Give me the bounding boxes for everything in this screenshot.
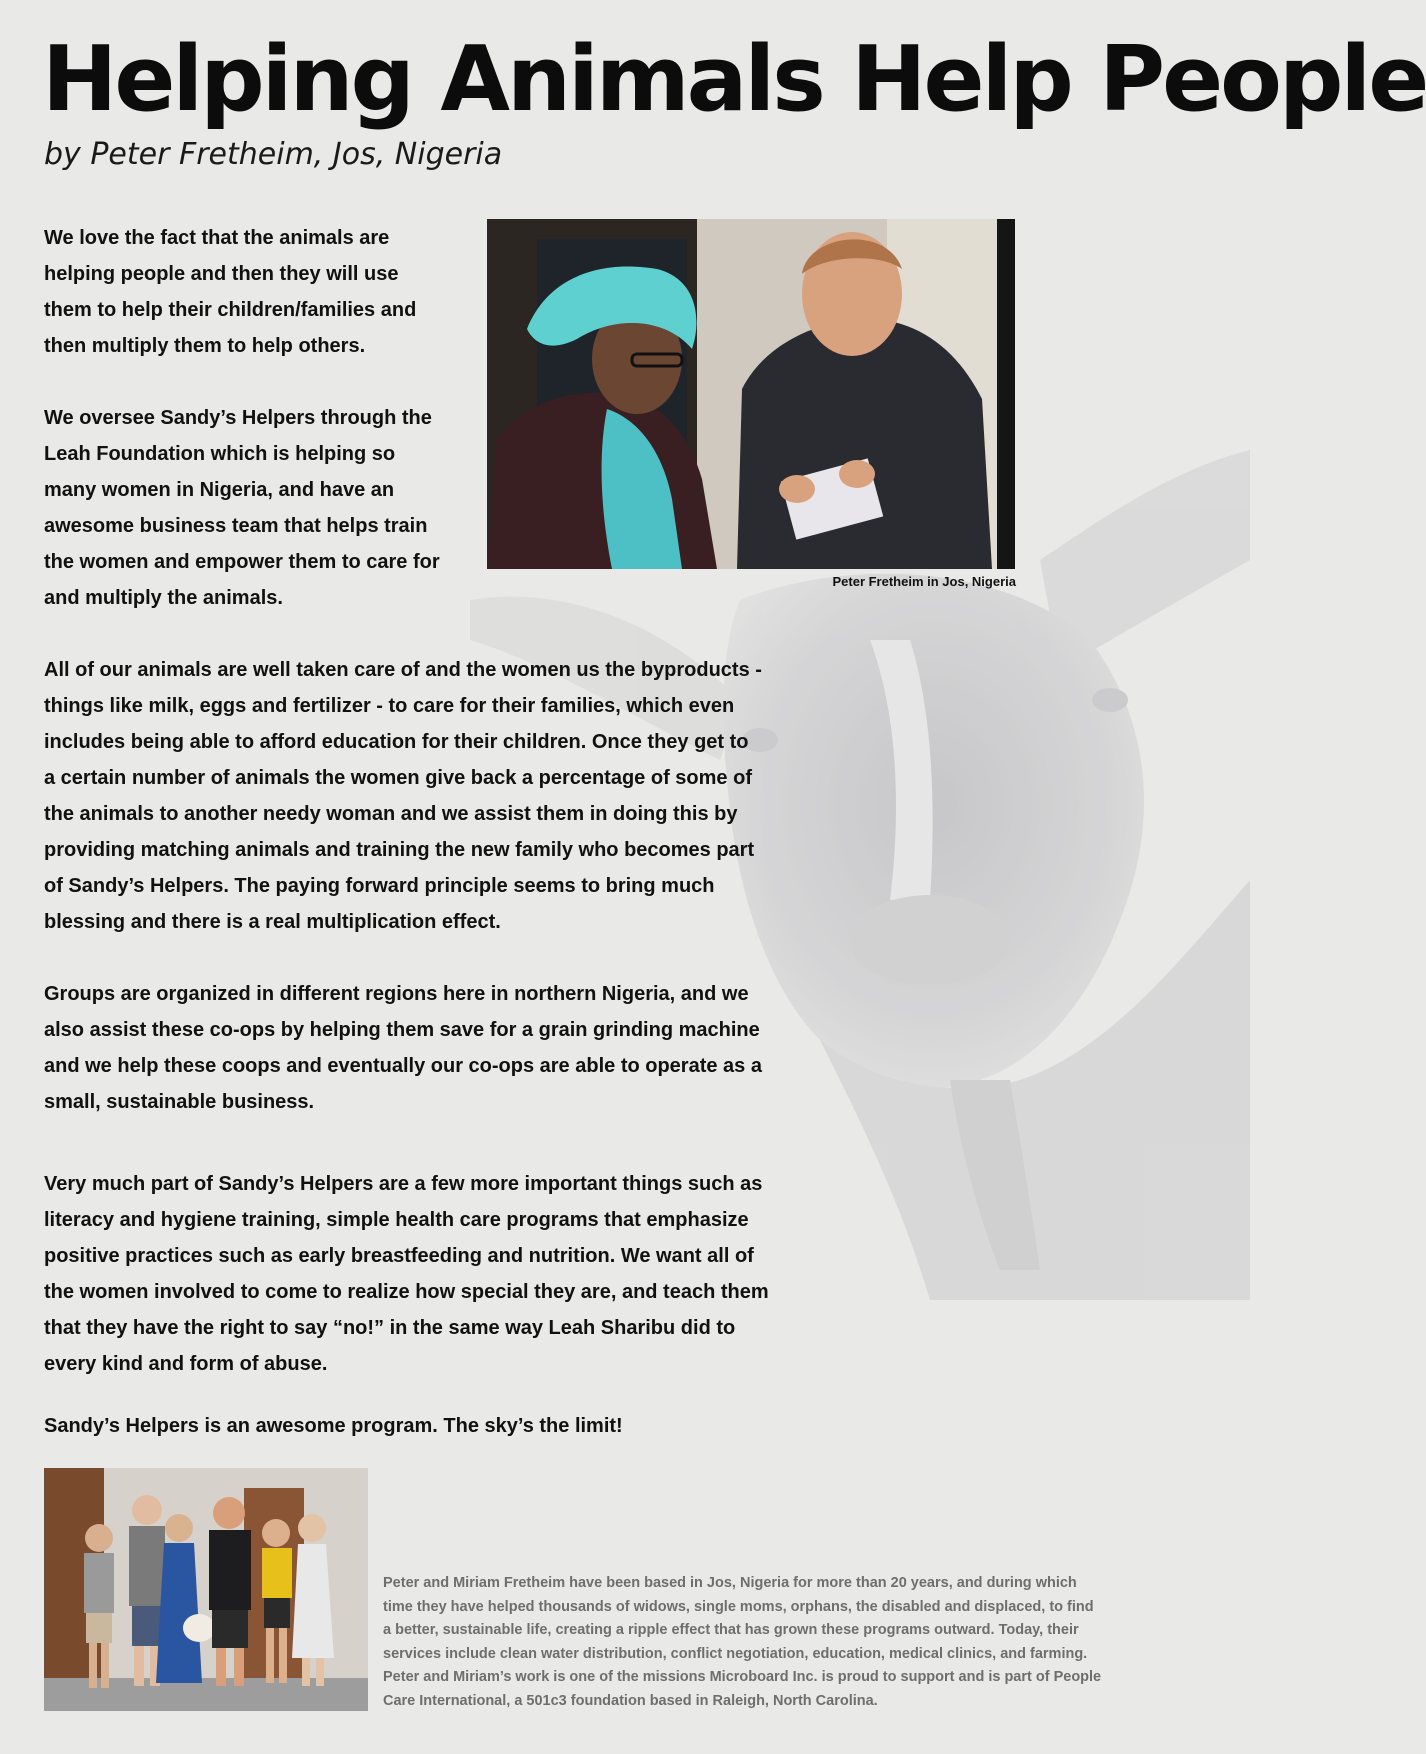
photo-caption: Peter Fretheim in Jos, Nigeria bbox=[832, 574, 1016, 589]
photo-family-group-icon bbox=[44, 1468, 368, 1711]
paragraph-4: Groups are organized in different regions here in northern Nigeria, and we also assist these co-ops by helping them save for a grain grinding machine and we help these coops and eventually our co-ops are able to operate as a small, sustainable business. bbox=[44, 983, 762, 1113]
paragraph-1: We love the fact that the animals are helping people and then they will use them to help their children/families and then multiply them to help others. bbox=[44, 227, 417, 357]
photo-woman-and-man-icon bbox=[487, 219, 1015, 569]
paragraph-3: All of our animals are well taken care of and the women us the byproducts - things like milk, eggs and fertilizer - to care for their families, which even includes being able to afford education for their children. Once they get to a certain number of animals the women give back a percentage of some of the animals to another needy woman and we assist them in doing this by providing matching animals and training the new family who becomes part of Sandy’s Helpers. The paying forward principle seems to bring much blessing and there is a real multiplication effect. bbox=[44, 659, 762, 933]
photo-peter-fretheim bbox=[487, 219, 1015, 569]
paragraph-5: Very much part of Sandy’s Helpers are a few more important things such as literacy and hygiene training, simple health care programs that emphasize positive practices such as early breastfeeding and nutrition. We want all of the women involved to come to realize how special they are, and teach them that they have the right to say “no!” in the same way Leah Sharibu did to every kind and form of abuse. bbox=[44, 1173, 769, 1375]
paragraph-2: We oversee Sandy’s Helpers through the Leah Foundation which is helping so many women in Nigeria, and have an awesome business team that helps train the women and empower them to care for and multiply the animals. bbox=[44, 407, 440, 609]
photo-family-group bbox=[44, 1468, 368, 1711]
page-title: Helping Animals Help People bbox=[42, 27, 1426, 132]
byline: by Peter Fretheim, Jos, Nigeria bbox=[44, 137, 503, 172]
footer-note: Peter and Miriam Fretheim have been based in Jos, Nigeria for more than 20 years, and during which time they have helped thousands of widows, single moms, orphans, the disabled and displaced, to find a better, sustainable life, creating a ripple effect that has grown these programs outward. Today, their services include clean water distribution, conflict negotiation, education, medical clinics, and farming. Peter and Miriam’s work is one of the missions Microboard Inc. is proud to support and is part of People Care International, a 501c3 foundation based in Raleigh, North Carolina. bbox=[383, 1575, 1102, 1709]
paragraph-6: Sandy’s Helpers is an awesome program. The sky’s the limit! bbox=[44, 1415, 623, 1437]
